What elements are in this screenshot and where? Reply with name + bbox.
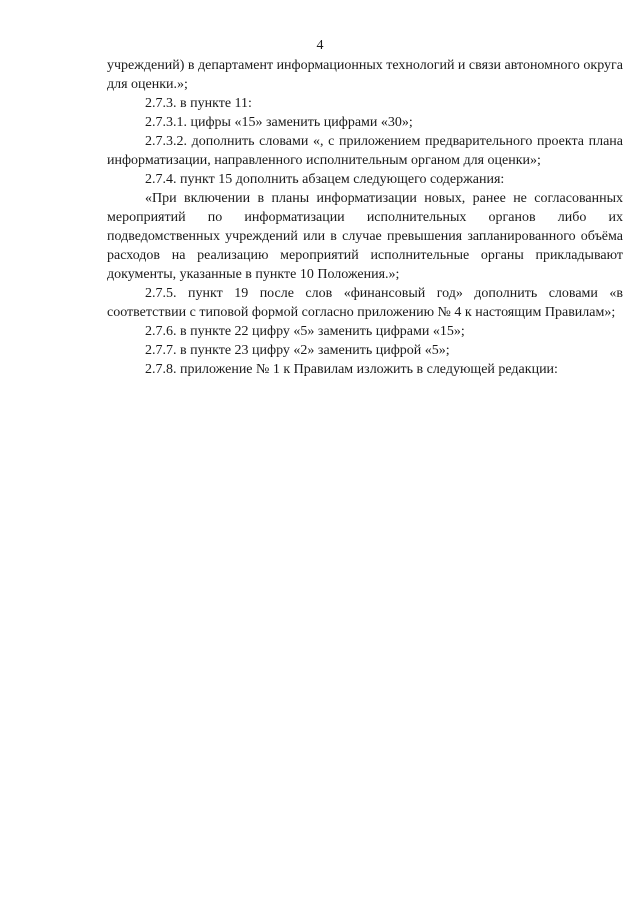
paragraph-quote: «При включении в планы информатизации новых, ранее не согласованных мероприятий по информатизации исполнительных органов либо их подведомственных учреждений или в случае превышения запланированного объёма расходов на реализацию мероприятий исполнительные органы прикладывают документы, указанные в пункте 10 Положения.»;	[107, 191, 623, 282]
paragraph-2-7-5: 2.7.5. пункт 19 после слов «финансовый год» дополнить словами «в соответствии с типовой формой согласно приложению № 4 к настоящим Правилам»;	[107, 286, 623, 320]
paragraph-2-7-7: 2.7.7. в пункте 23 цифру «2» заменить цифрой «5»;	[145, 343, 450, 358]
document-body	[107, 56, 623, 379]
paragraph-2-7-3: 2.7.3. в пункте 11:	[145, 96, 252, 111]
paragraph-2-7-8: 2.7.8. приложение № 1 к Правилам изложить в следующей редакции:	[145, 362, 558, 377]
paragraph-2-7-3-1: 2.7.3.1. цифры «15» заменить цифрами «30»;	[145, 115, 413, 130]
paragraph-2-7-3-2: 2.7.3.2. дополнить словами «, с приложением предварительного проекта плана информатизации, направленного исполнительным органом для оценки»;	[107, 134, 623, 168]
paragraph-2-7-4: 2.7.4. пункт 15 дополнить абзацем следующего содержания:	[145, 172, 505, 187]
page-number: 4	[316, 38, 324, 53]
paragraph-2-7-6: 2.7.6. в пункте 22 цифру «5» заменить цифрами «15»;	[145, 324, 465, 339]
paragraph-continuation: учреждений) в департамент информационных технологий и связи автономного округа для оценки.»;	[107, 58, 623, 92]
